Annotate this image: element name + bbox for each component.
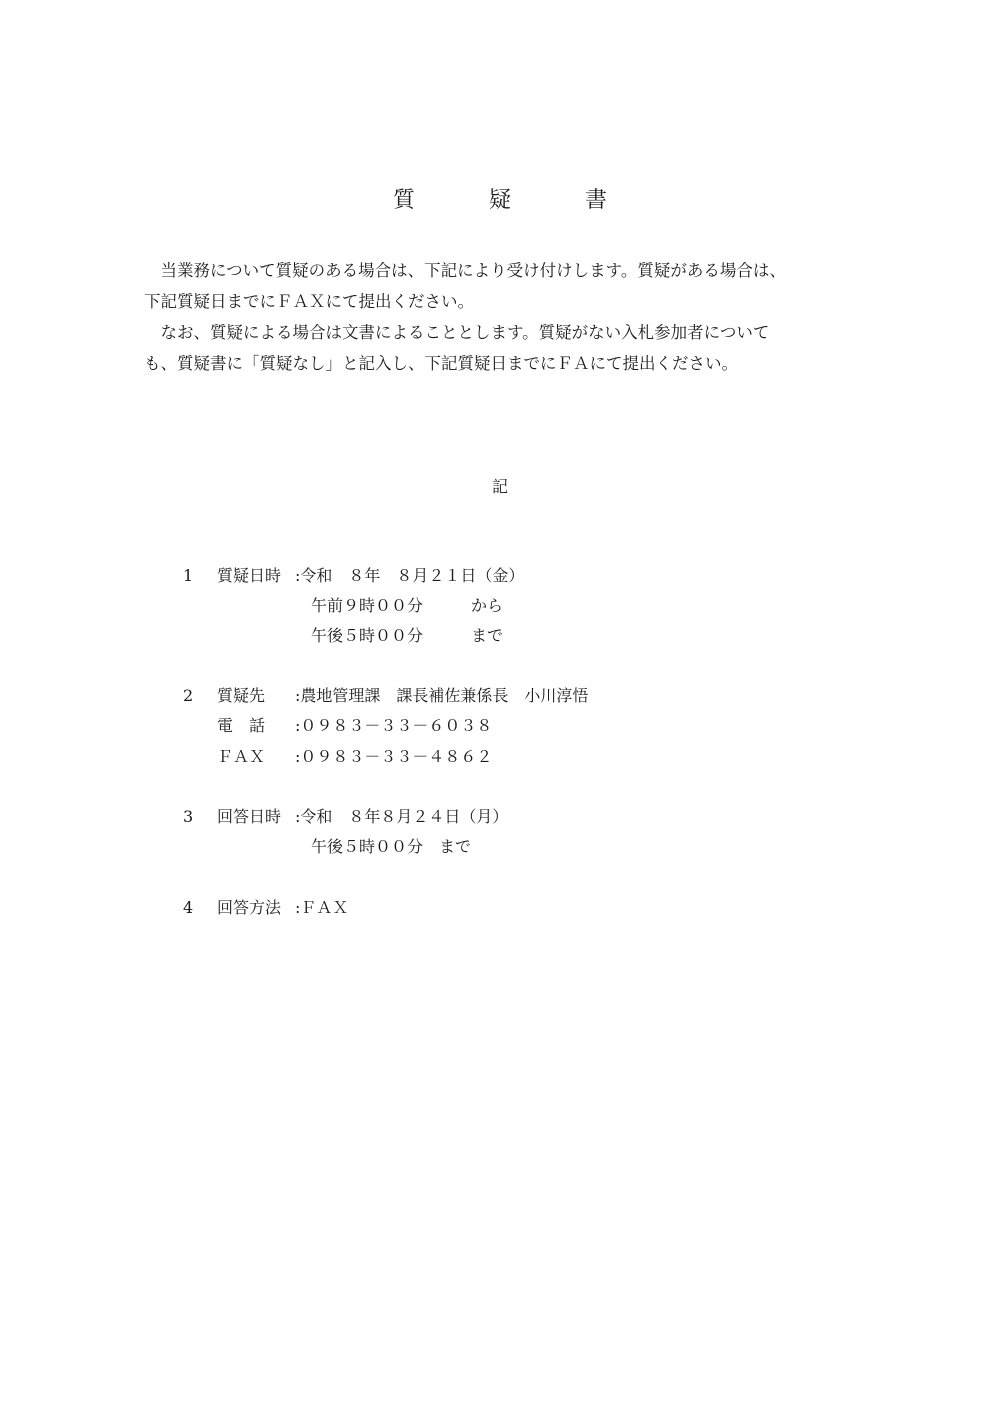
item-1-value-line-1: :令和 ８年 ８月２１日（金） — [295, 566, 525, 585]
item-1-value-line-3: 午後５時００分 まで — [295, 626, 504, 645]
intro-line-3: なお、質疑による場合は文書によることとします。質疑がない入札参加者について — [144, 323, 770, 342]
phone-value: :０９８３－３３－６０３８ — [295, 716, 493, 735]
intro-line-4: も、質疑書に「質疑なし」と記入し、下記質疑日までにＦＡにて提出ください。 — [144, 354, 738, 373]
phone-label: 電 話 — [217, 716, 266, 735]
item-3-number: 3 — [183, 807, 194, 826]
intro-line-2: 下記質疑日までにＦＡＸにて提出ください。 — [144, 292, 474, 311]
fax-value: :０９８３－３３－４８６２ — [295, 747, 493, 766]
intro-line-1: 当業務について質疑のある場合は、下記により受け付けします。質疑がある場合は、 — [144, 261, 786, 280]
item-1-label: 質疑日時 — [217, 566, 282, 585]
item-1-number: 1 — [183, 566, 194, 585]
item-4-value-line-1: :ＦＡＸ — [295, 898, 349, 917]
ki-heading: 記 — [491, 477, 508, 496]
item-3-value-line-2: 午後５時００分 まで — [295, 837, 472, 856]
item-2-label: 質疑先 — [217, 686, 266, 705]
fax-label: ＦＡＸ — [217, 747, 266, 766]
item-2-number: 2 — [183, 686, 194, 705]
item-3-value-line-1: :令和 ８年８月２４日（月） — [295, 807, 509, 826]
item-4-label: 回答方法 — [217, 898, 282, 917]
item-2-value-line-1: :農地管理課 課長補佐兼係長 小川淳悟 — [295, 686, 589, 705]
item-4-number: 4 — [183, 898, 194, 917]
document-title: 質 疑 書 — [392, 188, 633, 213]
item-1-value-line-2: 午前９時００分 から — [295, 596, 504, 615]
item-3-label: 回答日時 — [217, 807, 282, 826]
